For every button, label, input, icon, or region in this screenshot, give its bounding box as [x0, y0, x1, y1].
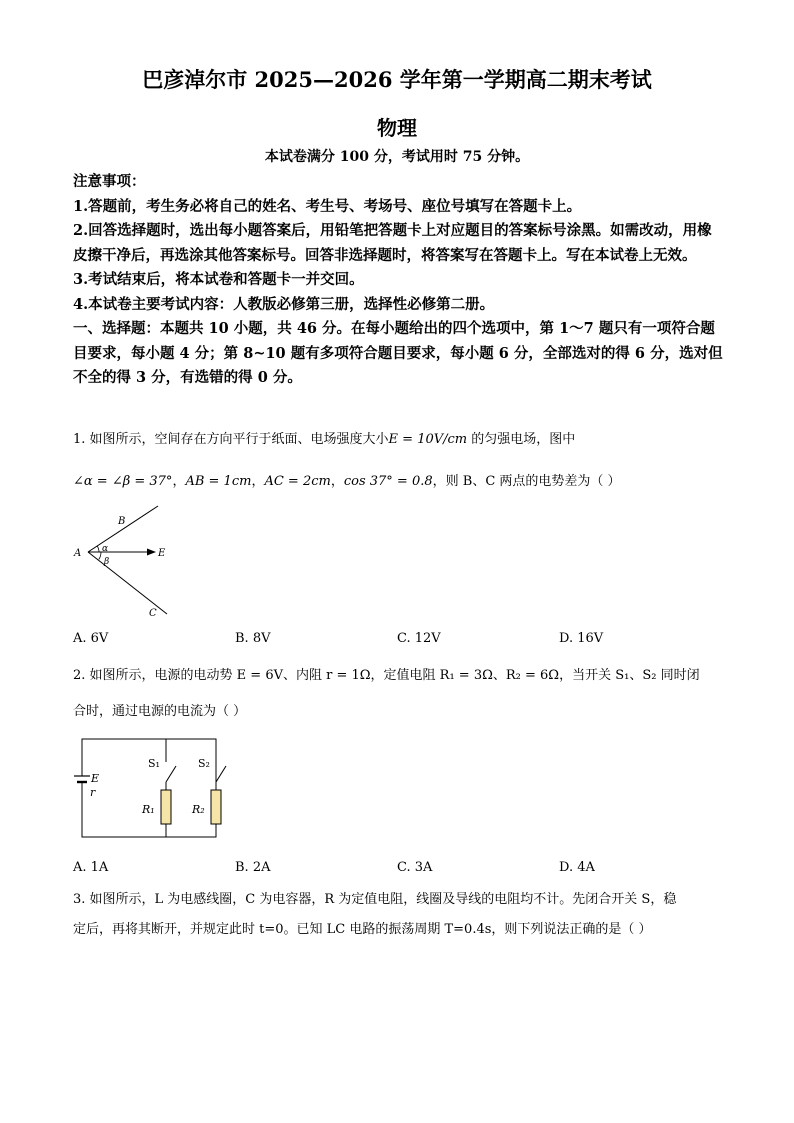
question-1-line-1: 1. 如图所示，空间存在方向平行于纸面、电场强度大小E = 10V/cm 的匀强电场，图中: [73, 432, 576, 447]
label-r2: R₂: [192, 803, 205, 816]
question-2-stem: [73, 661, 723, 727]
ac-length-math: AC = 2cm: [264, 474, 331, 489]
subject-title: 物理: [377, 116, 417, 140]
question-1-figure: [70, 500, 190, 622]
question-2-line-2: 合时，通过电源的电流为（ ）: [73, 704, 247, 719]
question-3-line-2: 定后，再将其断开，并规定此时 t=0。已知 LC 电路的振荡周期 T=0.4s，则下列说法正确的是（ ）: [73, 922, 652, 937]
question-3-stem: [73, 885, 723, 945]
notes-heading: 注意事项：: [73, 173, 146, 190]
ray-ac: [88, 552, 167, 614]
note-item: 2.回答选择题时，选出每小题答案后，用铅笔把答题卡上对应题目的答案标号涂黑。如需改动，用橡皮擦干净后，再选涂其他答案标号。回答非选择题时，将答案写在答题卡上。写在本试卷上无效。: [73, 222, 712, 264]
note-item: 3.考试结束后，将本试卷和答题卡一并交回。: [73, 271, 364, 288]
angle-math: ∠α = ∠β = 37°: [73, 474, 173, 489]
switch-s2: [216, 766, 226, 782]
field-strength-math: E = 10V/cm: [388, 432, 468, 447]
label-c: C: [149, 608, 157, 619]
option-d[interactable]: D. 16V: [559, 631, 604, 646]
ab-length-math: AB = 1cm: [185, 474, 252, 489]
note-item: 4.本试卷主要考试内容：人教版必修第三册，选择性必修第二册。: [73, 295, 495, 313]
question-1-line-2: ∠α = ∠β = 37°，AB = 1cm，AC = 2cm，cos 37° = 0.8，则 B、C 两点的电势差为（ ）: [73, 474, 621, 489]
note-item: 1.答题前，考生务必将自己的姓名、考生号、考场号、座位号填写在答题卡上。: [73, 197, 582, 215]
question-1-stem: [73, 425, 723, 497]
resistor-r2: [211, 790, 221, 824]
option-b[interactable]: B. 2A: [235, 860, 271, 875]
switch-s1: [166, 766, 176, 782]
question-3-line-1: 3. 如图所示，L 为电感线圈，C 为电容器，R 为定值电阻，线圈及导线的电阻均不计。先闭合开关 S，稳: [73, 892, 677, 907]
circuit-wire-loop: [82, 739, 216, 837]
label-alpha: α: [102, 544, 109, 554]
label-beta: β: [104, 557, 110, 567]
question-2-line-1: 2. 如图所示，电源的电动势 E = 6V、内阻 r = 1Ω，定值电阻 R₁ = 3Ω、R₂ = 6Ω，当开关 S₁、S₂ 同时闭: [73, 668, 700, 683]
label-b: B: [118, 516, 126, 527]
exam-title: 巴彦淖尔市 2025—2026 学年第一学期高二期末考试: [142, 67, 652, 92]
ray-ab: [88, 506, 158, 552]
section-heading: 一、选择题：本题共 10 小题，共 46 分。在每小题给出的四个选项中，第 1～7 题只有一项符合题目要求，每小题 4 分；第 8~10 题有多项符合题目要求，每小题 6 分，全部选对的得 6 分，选对但不全的得 3 分，有选错的得 0 分。: [73, 320, 723, 386]
field-arrow-head: [147, 549, 156, 556]
label-a: A: [74, 548, 82, 559]
label-emf: E: [91, 772, 100, 785]
option-a[interactable]: A. 1A: [73, 860, 109, 875]
option-c[interactable]: C. 3A: [397, 860, 433, 875]
label-internal-r: r: [90, 786, 96, 799]
notes-block: [73, 170, 723, 391]
label-e: E: [158, 548, 166, 559]
option-c[interactable]: C. 12V: [397, 631, 441, 646]
option-b[interactable]: B. 8V: [235, 631, 271, 646]
label-s1: S₁: [148, 757, 160, 770]
cos-math: cos 37° = 0.8: [343, 474, 433, 489]
question-2-options: [73, 860, 723, 880]
question-1-options: [73, 631, 723, 651]
beta-arc: [99, 552, 101, 559]
option-a[interactable]: A. 6V: [73, 631, 109, 646]
label-r1: R₁: [142, 803, 155, 816]
option-d[interactable]: D. 4A: [559, 860, 595, 875]
question-2-figure: [70, 732, 250, 844]
score-time-line: 本试卷满分 100 分，考试用时 75 分钟。: [264, 149, 530, 165]
label-s2: S₂: [198, 757, 210, 770]
resistor-r1: [161, 790, 171, 824]
alpha-arc: [97, 546, 99, 552]
